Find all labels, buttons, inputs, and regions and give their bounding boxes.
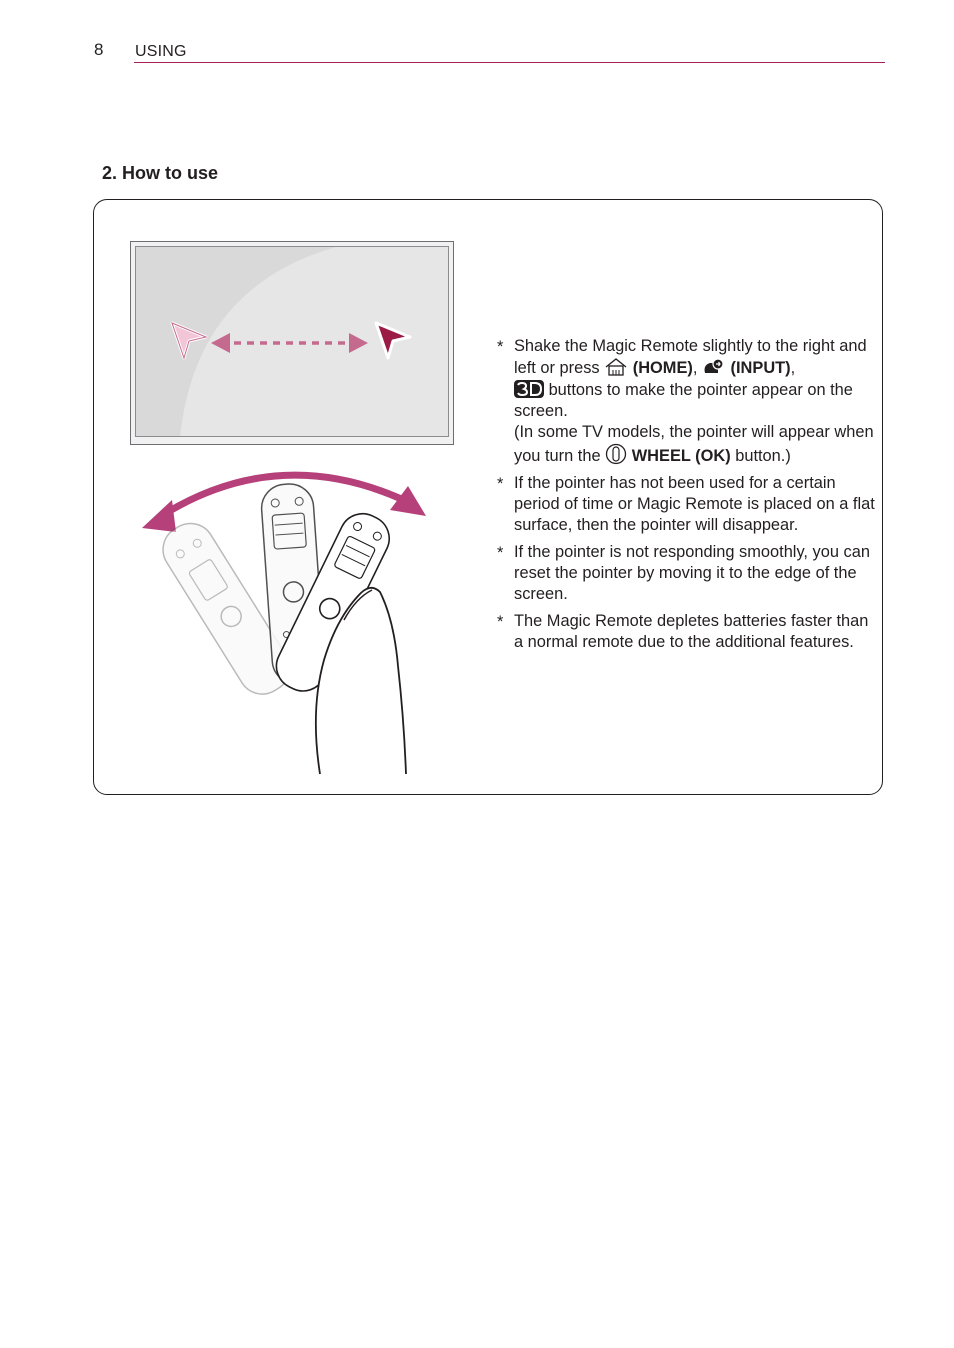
input-icon: [702, 357, 726, 377]
section-label: USING: [135, 43, 187, 60]
note-bullet: *: [497, 613, 504, 631]
note-bullet: *: [497, 338, 504, 356]
note3-text: If the pointer is not responding smoothly, you can reset the pointer by moving it to the edge of the screen.: [514, 543, 870, 603]
note-item: [497, 542, 879, 605]
note2-text: If the pointer has not been used for a certain period of time or Magic Remote is placed on a flat surface, then the pointer will disappear.: [514, 474, 875, 534]
arc-right-arrowhead: [390, 486, 426, 516]
home-icon: [604, 357, 628, 377]
notes-list: [497, 336, 879, 659]
tv-illustration: [130, 241, 454, 445]
wheel-icon: [605, 443, 627, 465]
header-rule: [134, 62, 885, 63]
note-item: [497, 473, 879, 536]
left-pointer-icon: [172, 323, 206, 358]
note1-separator-1: ,: [692, 359, 698, 377]
section-heading: 2. How to use: [102, 163, 219, 183]
note-item: [497, 611, 879, 653]
wheel-label: WHEEL (OK): [631, 447, 731, 465]
note-bullet: *: [497, 544, 504, 562]
note1-text-end: button.): [735, 447, 791, 465]
arc-left-arrowhead: [142, 500, 176, 532]
note4-text: The Magic Remote depletes batteries faster than a normal remote due to the additional features.: [514, 612, 869, 651]
note1-text-start: Shake the Magic Remote slightly to the right and left or press: [514, 337, 867, 377]
note-item: [497, 336, 879, 467]
page-number: 8: [94, 40, 104, 59]
note-bullet: *: [497, 475, 504, 493]
input-label: (INPUT): [730, 359, 791, 377]
3d-icon: [514, 379, 544, 399]
tv-screen: [135, 246, 449, 437]
note1-separator-2: ,: [790, 359, 796, 377]
magic-remote-illustration: [130, 470, 430, 780]
home-label: (HOME): [632, 359, 693, 377]
note1-text-paren: (In some TV models, the pointer will appear when you turn the: [514, 423, 874, 465]
note1-text-mid: buttons to make the pointer appear on the screen.: [514, 381, 853, 420]
